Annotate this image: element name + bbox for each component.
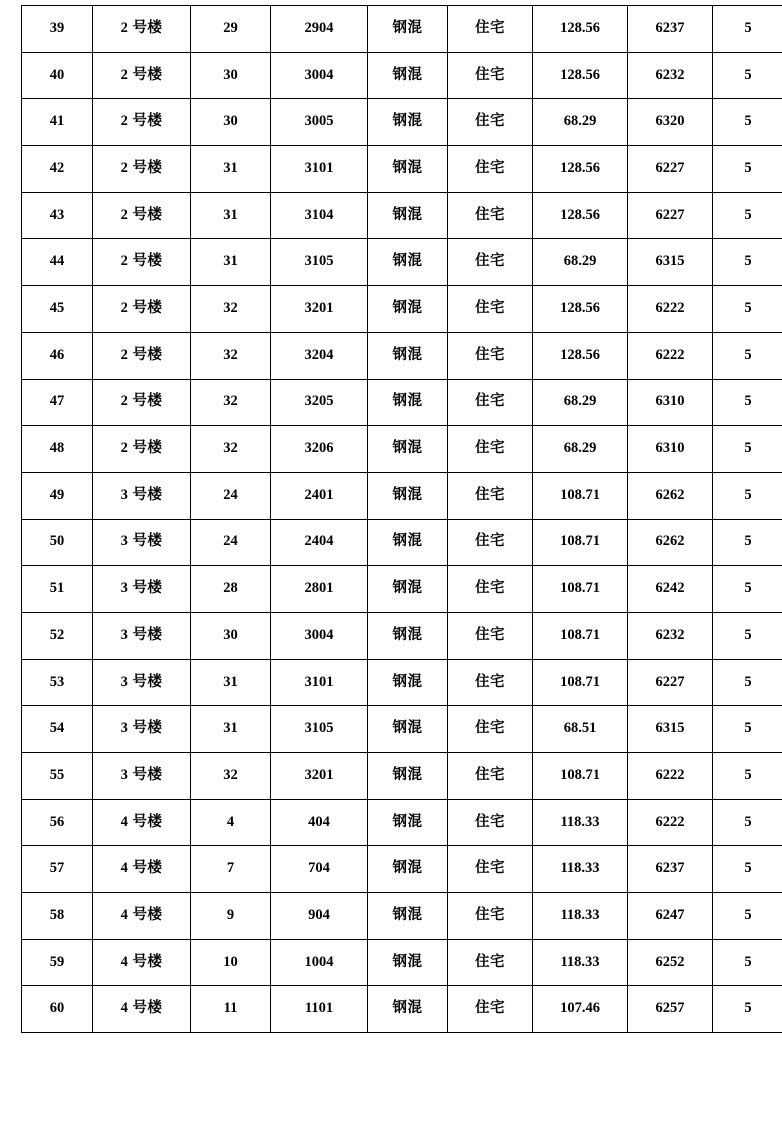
cell-structure: 钢混 (368, 753, 448, 800)
cell-coefficient: 5 (713, 659, 782, 706)
table-row (22, 6, 782, 53)
cell-area: 128.56 (533, 146, 628, 193)
cell-use: 住宅 (448, 706, 533, 753)
cell-serial-number: 52 (22, 612, 93, 659)
cell-building: 2 号楼 (93, 286, 191, 333)
cell-structure: 钢混 (368, 986, 448, 1033)
cell-use: 住宅 (448, 52, 533, 99)
cell-floor: 32 (191, 332, 271, 379)
cell-serial-number: 50 (22, 519, 93, 566)
cell-room: 2401 (271, 472, 368, 519)
cell-building: 3 号楼 (93, 753, 191, 800)
cell-use: 住宅 (448, 986, 533, 1033)
cell-serial-number: 54 (22, 706, 93, 753)
cell-use: 住宅 (448, 286, 533, 333)
cell-area: 118.33 (533, 799, 628, 846)
cell-floor: 4 (191, 799, 271, 846)
cell-floor: 29 (191, 6, 271, 53)
cell-use: 住宅 (448, 799, 533, 846)
cell-floor: 24 (191, 472, 271, 519)
cell-floor: 32 (191, 379, 271, 426)
cell-structure: 钢混 (368, 939, 448, 986)
cell-coefficient: 5 (713, 332, 782, 379)
cell-serial-number: 44 (22, 239, 93, 286)
document-page (0, 5, 782, 1124)
cell-building: 2 号楼 (93, 146, 191, 193)
cell-serial-number: 48 (22, 426, 93, 473)
cell-structure: 钢混 (368, 472, 448, 519)
cell-serial-number: 53 (22, 659, 93, 706)
cell-building: 2 号楼 (93, 6, 191, 53)
cell-use: 住宅 (448, 146, 533, 193)
cell-room: 3105 (271, 239, 368, 286)
cell-building: 3 号楼 (93, 472, 191, 519)
table-row (22, 566, 782, 613)
cell-structure: 钢混 (368, 519, 448, 566)
cell-room: 2904 (271, 6, 368, 53)
cell-serial-number: 40 (22, 52, 93, 99)
cell-structure: 钢混 (368, 286, 448, 333)
cell-room: 3205 (271, 379, 368, 426)
cell-coefficient: 5 (713, 612, 782, 659)
cell-price: 6222 (628, 753, 713, 800)
cell-floor: 31 (191, 192, 271, 239)
cell-structure: 钢混 (368, 426, 448, 473)
cell-floor: 31 (191, 706, 271, 753)
cell-serial-number: 55 (22, 753, 93, 800)
cell-serial-number: 59 (22, 939, 93, 986)
cell-price: 6232 (628, 612, 713, 659)
cell-structure: 钢混 (368, 6, 448, 53)
cell-use: 住宅 (448, 426, 533, 473)
cell-use: 住宅 (448, 612, 533, 659)
cell-room: 404 (271, 799, 368, 846)
cell-use: 住宅 (448, 846, 533, 893)
cell-building: 3 号楼 (93, 706, 191, 753)
table-row (22, 239, 782, 286)
cell-room: 3204 (271, 332, 368, 379)
cell-area: 68.29 (533, 379, 628, 426)
cell-structure: 钢混 (368, 99, 448, 146)
cell-structure: 钢混 (368, 799, 448, 846)
cell-use: 住宅 (448, 472, 533, 519)
cell-floor: 9 (191, 893, 271, 940)
cell-floor: 30 (191, 99, 271, 146)
cell-coefficient: 5 (713, 893, 782, 940)
cell-use: 住宅 (448, 659, 533, 706)
cell-area: 108.71 (533, 612, 628, 659)
cell-price: 6310 (628, 426, 713, 473)
cell-structure: 钢混 (368, 612, 448, 659)
cell-floor: 31 (191, 239, 271, 286)
cell-coefficient: 5 (713, 566, 782, 613)
cell-building: 2 号楼 (93, 192, 191, 239)
cell-room: 3105 (271, 706, 368, 753)
cell-area: 128.56 (533, 332, 628, 379)
cell-serial-number: 49 (22, 472, 93, 519)
cell-structure: 钢混 (368, 706, 448, 753)
cell-serial-number: 56 (22, 799, 93, 846)
table-row (22, 753, 782, 800)
cell-coefficient: 5 (713, 6, 782, 53)
cell-building: 3 号楼 (93, 612, 191, 659)
cell-room: 3104 (271, 192, 368, 239)
cell-floor: 10 (191, 939, 271, 986)
cell-price: 6315 (628, 706, 713, 753)
cell-serial-number: 58 (22, 893, 93, 940)
cell-building: 2 号楼 (93, 426, 191, 473)
cell-coefficient: 5 (713, 472, 782, 519)
cell-area: 108.71 (533, 659, 628, 706)
cell-structure: 钢混 (368, 239, 448, 286)
cell-room: 3004 (271, 52, 368, 99)
cell-serial-number: 43 (22, 192, 93, 239)
cell-room: 2404 (271, 519, 368, 566)
cell-area: 68.51 (533, 706, 628, 753)
cell-price: 6310 (628, 379, 713, 426)
table-row (22, 519, 782, 566)
cell-use: 住宅 (448, 99, 533, 146)
cell-price: 6315 (628, 239, 713, 286)
table-row (22, 286, 782, 333)
cell-room: 3206 (271, 426, 368, 473)
cell-coefficient: 5 (713, 799, 782, 846)
cell-building: 2 号楼 (93, 332, 191, 379)
table-row (22, 379, 782, 426)
cell-serial-number: 51 (22, 566, 93, 613)
property-listing-table (21, 5, 782, 1033)
cell-room: 3004 (271, 612, 368, 659)
cell-floor: 31 (191, 146, 271, 193)
cell-structure: 钢混 (368, 332, 448, 379)
cell-area: 128.56 (533, 192, 628, 239)
cell-price: 6227 (628, 146, 713, 193)
cell-room: 904 (271, 893, 368, 940)
table-row (22, 986, 782, 1033)
cell-price: 6222 (628, 332, 713, 379)
cell-coefficient: 5 (713, 239, 782, 286)
cell-building: 3 号楼 (93, 519, 191, 566)
cell-area: 128.56 (533, 286, 628, 333)
cell-building: 4 号楼 (93, 846, 191, 893)
cell-area: 68.29 (533, 426, 628, 473)
cell-area: 108.71 (533, 753, 628, 800)
cell-price: 6222 (628, 799, 713, 846)
cell-coefficient: 5 (713, 99, 782, 146)
table-row (22, 846, 782, 893)
table-row (22, 659, 782, 706)
cell-area: 108.71 (533, 566, 628, 613)
table-row (22, 99, 782, 146)
cell-floor: 30 (191, 612, 271, 659)
cell-building: 2 号楼 (93, 379, 191, 426)
table-body (22, 6, 782, 1033)
cell-coefficient: 5 (713, 939, 782, 986)
table-row (22, 939, 782, 986)
cell-building: 2 号楼 (93, 52, 191, 99)
cell-floor: 24 (191, 519, 271, 566)
cell-serial-number: 47 (22, 379, 93, 426)
cell-coefficient: 5 (713, 986, 782, 1033)
cell-area: 118.33 (533, 846, 628, 893)
cell-room: 3201 (271, 753, 368, 800)
table-row (22, 472, 782, 519)
cell-price: 6262 (628, 472, 713, 519)
cell-floor: 7 (191, 846, 271, 893)
cell-price: 6247 (628, 893, 713, 940)
cell-use: 住宅 (448, 379, 533, 426)
cell-structure: 钢混 (368, 52, 448, 99)
cell-room: 2801 (271, 566, 368, 613)
cell-coefficient: 5 (713, 286, 782, 333)
cell-floor: 31 (191, 659, 271, 706)
cell-coefficient: 5 (713, 192, 782, 239)
table-row (22, 706, 782, 753)
cell-area: 128.56 (533, 6, 628, 53)
cell-floor: 11 (191, 986, 271, 1033)
cell-area: 68.29 (533, 99, 628, 146)
cell-room: 3101 (271, 146, 368, 193)
cell-serial-number: 57 (22, 846, 93, 893)
cell-building: 4 号楼 (93, 939, 191, 986)
cell-price: 6222 (628, 286, 713, 333)
cell-structure: 钢混 (368, 146, 448, 193)
cell-area: 128.56 (533, 52, 628, 99)
cell-use: 住宅 (448, 192, 533, 239)
table-row (22, 146, 782, 193)
cell-structure: 钢混 (368, 379, 448, 426)
cell-area: 118.33 (533, 939, 628, 986)
cell-use: 住宅 (448, 239, 533, 286)
cell-use: 住宅 (448, 753, 533, 800)
cell-serial-number: 39 (22, 6, 93, 53)
cell-area: 108.71 (533, 472, 628, 519)
table-row (22, 893, 782, 940)
cell-floor: 32 (191, 426, 271, 473)
cell-building: 2 号楼 (93, 99, 191, 146)
cell-room: 3101 (271, 659, 368, 706)
cell-price: 6237 (628, 846, 713, 893)
cell-price: 6257 (628, 986, 713, 1033)
table-row (22, 332, 782, 379)
table-row (22, 52, 782, 99)
cell-price: 6227 (628, 659, 713, 706)
cell-floor: 32 (191, 286, 271, 333)
cell-serial-number: 42 (22, 146, 93, 193)
cell-use: 住宅 (448, 939, 533, 986)
cell-price: 6242 (628, 566, 713, 613)
cell-price: 6237 (628, 6, 713, 53)
cell-serial-number: 60 (22, 986, 93, 1033)
cell-coefficient: 5 (713, 519, 782, 566)
cell-floor: 30 (191, 52, 271, 99)
cell-floor: 32 (191, 753, 271, 800)
cell-price: 6232 (628, 52, 713, 99)
cell-structure: 钢混 (368, 893, 448, 940)
cell-use: 住宅 (448, 519, 533, 566)
cell-building: 3 号楼 (93, 566, 191, 613)
cell-structure: 钢混 (368, 192, 448, 239)
cell-room: 1004 (271, 939, 368, 986)
cell-building: 4 号楼 (93, 893, 191, 940)
cell-building: 4 号楼 (93, 799, 191, 846)
cell-use: 住宅 (448, 332, 533, 379)
cell-building: 4 号楼 (93, 986, 191, 1033)
cell-room: 704 (271, 846, 368, 893)
cell-building: 2 号楼 (93, 239, 191, 286)
cell-price: 6262 (628, 519, 713, 566)
cell-area: 118.33 (533, 893, 628, 940)
cell-room: 1101 (271, 986, 368, 1033)
cell-price: 6227 (628, 192, 713, 239)
cell-price: 6252 (628, 939, 713, 986)
cell-coefficient: 5 (713, 146, 782, 193)
cell-coefficient: 5 (713, 52, 782, 99)
cell-room: 3005 (271, 99, 368, 146)
cell-coefficient: 5 (713, 379, 782, 426)
cell-coefficient: 5 (713, 846, 782, 893)
cell-structure: 钢混 (368, 846, 448, 893)
table-row (22, 426, 782, 473)
cell-serial-number: 41 (22, 99, 93, 146)
table-row (22, 192, 782, 239)
cell-coefficient: 5 (713, 753, 782, 800)
table-row (22, 612, 782, 659)
cell-serial-number: 45 (22, 286, 93, 333)
cell-serial-number: 46 (22, 332, 93, 379)
cell-area: 107.46 (533, 986, 628, 1033)
cell-use: 住宅 (448, 6, 533, 53)
cell-area: 68.29 (533, 239, 628, 286)
cell-structure: 钢混 (368, 659, 448, 706)
cell-coefficient: 5 (713, 706, 782, 753)
cell-price: 6320 (628, 99, 713, 146)
cell-area: 108.71 (533, 519, 628, 566)
cell-room: 3201 (271, 286, 368, 333)
cell-coefficient: 5 (713, 426, 782, 473)
cell-building: 3 号楼 (93, 659, 191, 706)
cell-use: 住宅 (448, 566, 533, 613)
cell-structure: 钢混 (368, 566, 448, 613)
cell-use: 住宅 (448, 893, 533, 940)
cell-floor: 28 (191, 566, 271, 613)
table-row (22, 799, 782, 846)
